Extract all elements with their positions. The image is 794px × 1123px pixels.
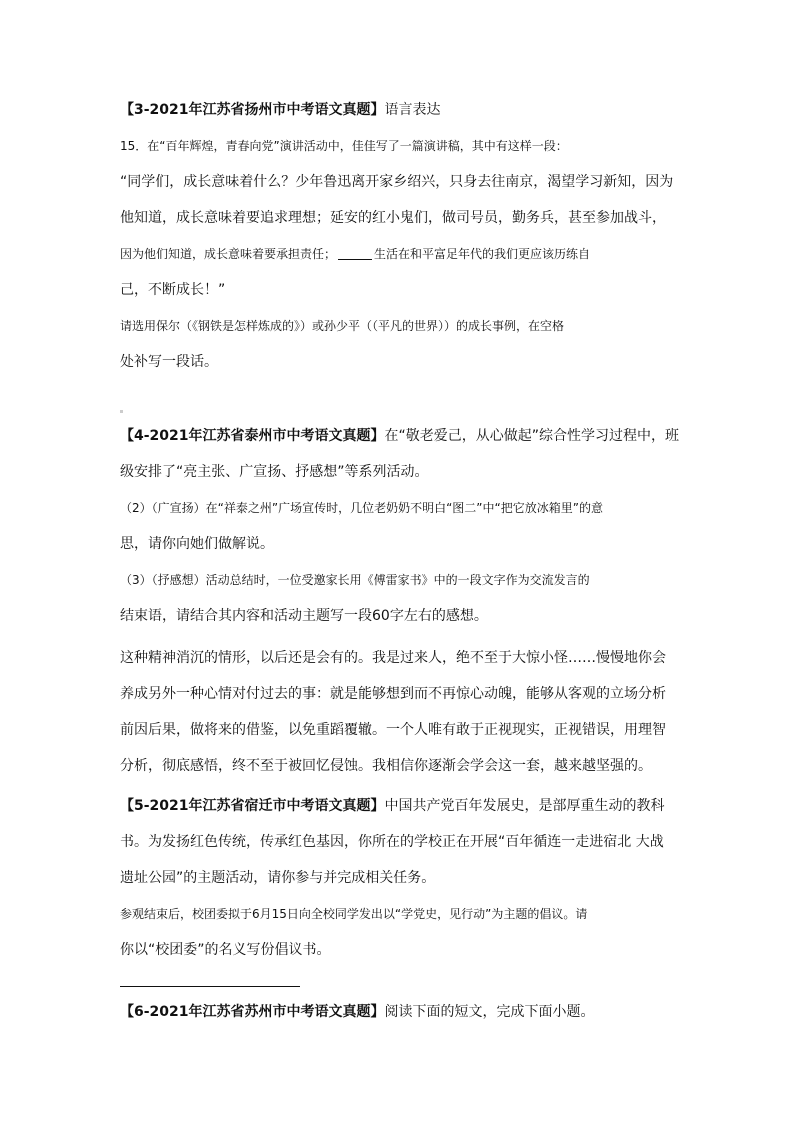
q6-heading bbox=[120, 1002, 680, 1022]
q5-line-4: 参观结束后，校团委拟于6月15日向全校同学发出以“学党史，见行动”为主题的倡议。请 bbox=[120, 907, 588, 921]
q3-line-5: 己，不断成长！” bbox=[120, 282, 226, 298]
q5-heading-title: 【5-2021年江苏省宿迁市中考语文真题】 bbox=[120, 798, 385, 814]
q4-heading bbox=[120, 426, 680, 446]
q4-line-6: 结束语，请结合其内容和活动主题写一段60字左右的感想。 bbox=[120, 608, 488, 624]
q5-line-2: 书。为发扬红色传统，传承红色基因，你所在的学校正在开展“百年循连一走进宿北 大战 bbox=[120, 834, 664, 850]
q4-line-2: 级安排了“亮主张、广宣扬、抒感想”等系列活动。 bbox=[120, 464, 429, 480]
q4-line-7: 这种精神消沉的情形，以后还是会有的。我是过来人，绝不至于大惊小怪……慢慢地你会 bbox=[120, 650, 666, 666]
q3-line-3: 他知道，成长意味着要追求理想；延安的红小鬼们，做司号员，勤务兵，甚至参加战斗， bbox=[120, 210, 666, 226]
q3-line-2: “同学们，成长意味着什么？少年鲁迅离开家乡绍兴，只身去往南京，渴望学习新知，因为 bbox=[120, 174, 674, 190]
q4-line-5: （3）（抒感想）活动总结时，一位受邀家长用《傅雷家书》中的一段文字作为交流发言的 bbox=[120, 573, 590, 587]
section-divider bbox=[120, 986, 300, 987]
q3-heading-title: 【3-2021年江苏省扬州市中考语文真题】 bbox=[120, 102, 385, 118]
q4-heading-tail: 在“敬老爱己，从心做起”综合性学习过程中，班 bbox=[384, 428, 680, 444]
q4-line-10: 分析，彻底感悟，终不至于被回忆侵蚀。我相信你逐渐会学会这一套，越来越坚强的。 bbox=[120, 758, 652, 774]
scan-speck bbox=[120, 410, 123, 413]
q4-line-4: 思，请你向她们做解说。 bbox=[120, 536, 274, 552]
answer-blank bbox=[338, 245, 372, 260]
q3-heading-tail: 语言表达 bbox=[384, 102, 441, 118]
q4-heading-title: 【4-2021年江苏省泰州市中考语文真题】 bbox=[120, 428, 385, 444]
q5-line-3: 遗址公园”的主题活动，请你参与并完成相关任务。 bbox=[120, 870, 436, 886]
q3-line-7: 处补写一段话。 bbox=[120, 354, 218, 370]
q4-line-8: 养成另外一种心情对付过去的事：就是能够想到而不再惊心动魄，能够从客观的立场分析 bbox=[120, 686, 666, 702]
q6-heading-title: 【6-2021年江苏省苏州市中考语文真题】 bbox=[120, 1004, 385, 1020]
q3-line-1: 15．在“百年辉煌，青春向党”演讲活动中，佳佳写了一篇演讲稿，其中有这样一段： bbox=[120, 139, 568, 153]
q5-heading-tail: 中国共产党百年发展史，是部厚重生动的教科 bbox=[384, 798, 665, 814]
q5-heading bbox=[120, 796, 680, 816]
q3-line-4-b: 生活在和平富足年代的我们更应该历练自 bbox=[374, 247, 591, 261]
q5-line-5: 你以“校团委”的名义写份倡议书。 bbox=[120, 942, 331, 958]
q4-line-9: 前因后果，做将来的借鉴，以免重蹈覆辙。一个人唯有敢于正视现实，正视错误，用理智 bbox=[120, 722, 666, 738]
q3-heading bbox=[120, 100, 680, 120]
q3-line-4-a: 因为他们知道，成长意味着要承担责任； bbox=[120, 247, 337, 261]
q3-line-4 bbox=[120, 244, 680, 264]
q4-line-3: （2）（广宣扬）在“祥泰之州”广场宣传时，几位老奶奶不明白“图二”中“把它放冰箱里”的意 bbox=[120, 501, 603, 515]
q3-line-6: 请选用保尔（《钢铁是怎样炼成的》）或孙少平（（平凡的世界））的成长事例，在空格 bbox=[120, 319, 565, 333]
q6-heading-tail: 阅读下面的短文，完成下面小题。 bbox=[384, 1004, 595, 1020]
